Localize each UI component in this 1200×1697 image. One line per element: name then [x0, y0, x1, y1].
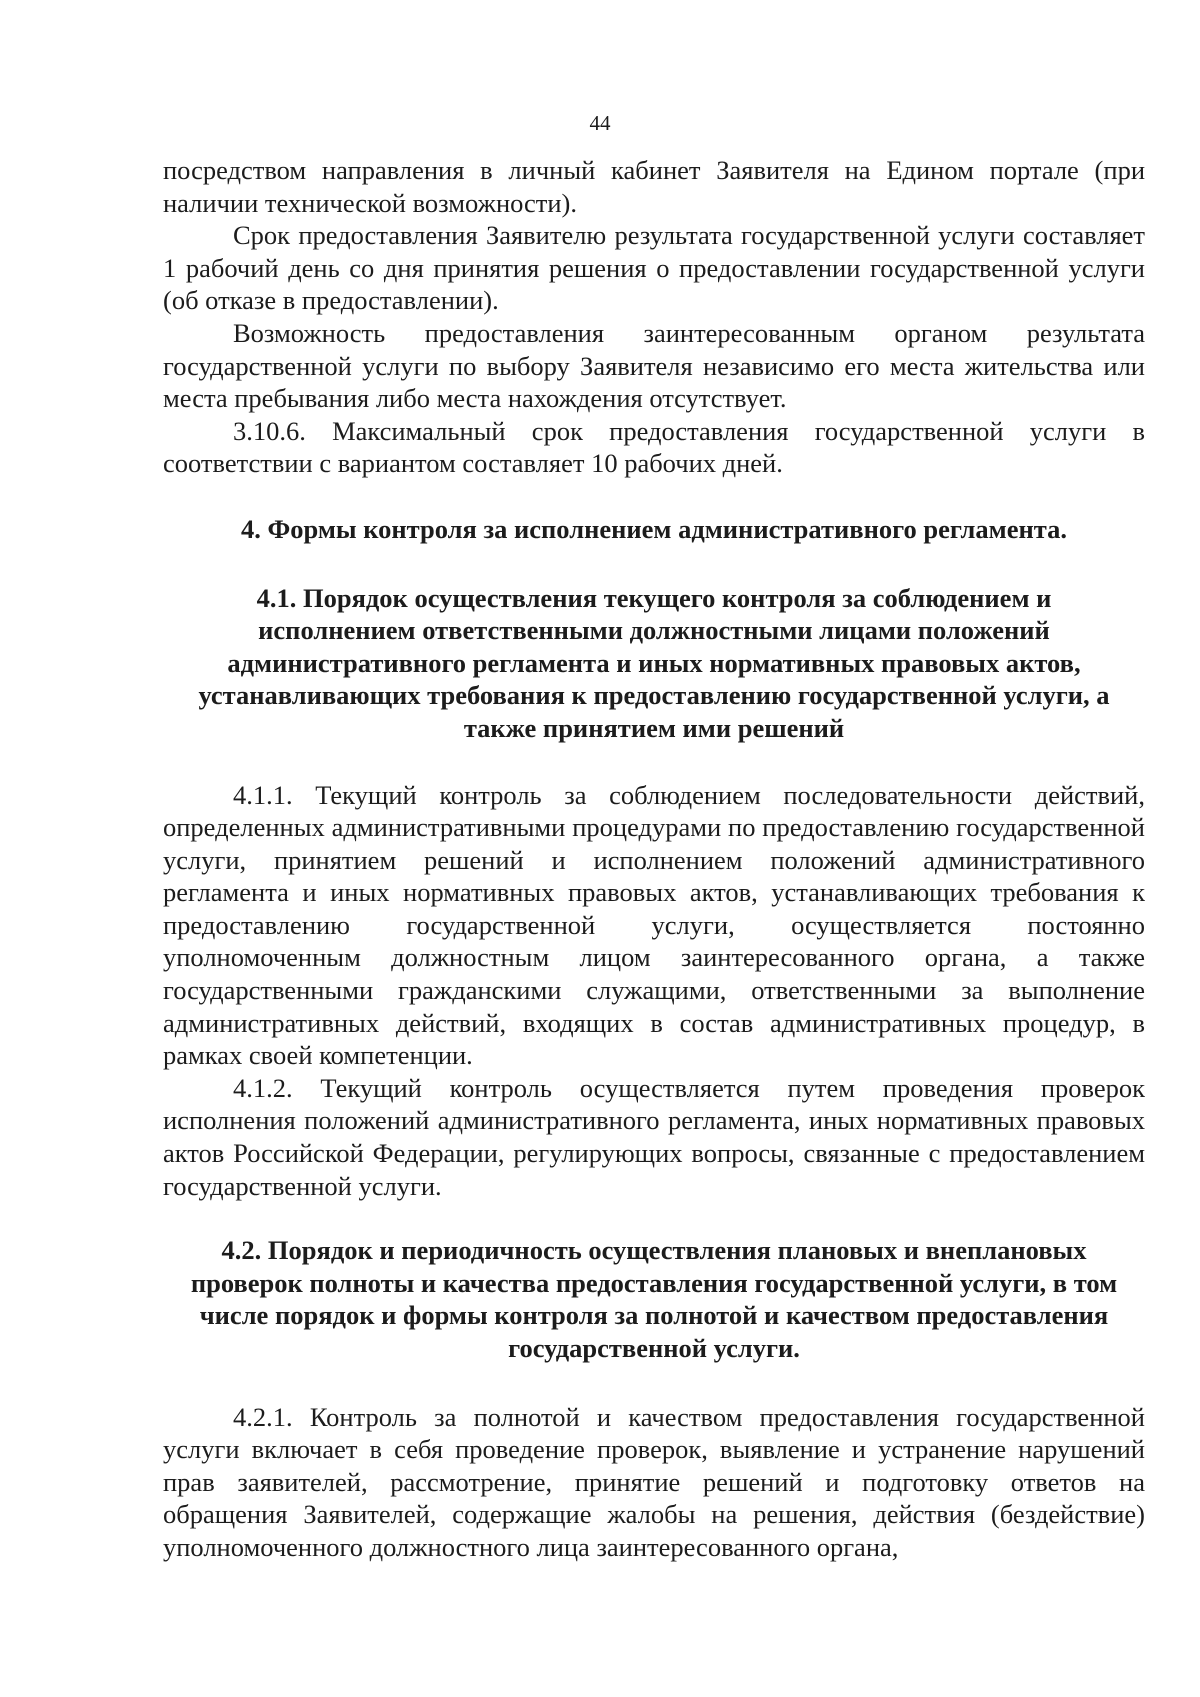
heading-4-1: 4.1. Порядок осуществления текущего контроля за соблюдением и исполнением ответственными должностными лицами положений административного регламента и иных нормативных правовых актов, устанавливающих требования к предоставлению государственной услуги, а также принятием ими решений [198, 582, 1110, 743]
document-body [163, 154, 1145, 1564]
paragraph-3-10-6: 3.10.6. Максимальный срок предоставления государственной услуги в соответствии с вариантом составляет 10 рабочих дней. [163, 415, 1145, 479]
paragraph-4-1-2: 4.1.2. Текущий контроль осуществляется путем проведения проверок исполнения положений административного регламента, иных нормативных правовых актов Российской Федерации, регулирующих вопросы, связанные с предоставлением государственной услуги. [163, 1072, 1145, 1201]
paragraph-continuation: посредством направления в личный кабинет Заявителя на Едином портале (при наличии технической возможности). [163, 155, 1145, 218]
paragraph-result-term: Срок предоставления Заявителю результата государственной услуги составляет 1 рабочий день со дня принятия решения о предоставлении государственной услуги (об отказе в предоставлении). [163, 220, 1145, 316]
paragraph-4-2-1: 4.2.1. Контроль за полнотой и качеством предоставления государственной услуги включает в себя проведение проверок, выявление и устранение нарушений прав заявителей, рассмотрение, принятие решений и подготовку ответов на обращения Заявителей, содержащие жалобы на решения, действия (бездействие) уполномоченного должностного лица заинтересованного органа, [163, 1401, 1145, 1562]
heading-section-4: 4. Формы контроля за исполнением административного регламента. [241, 513, 1067, 544]
paragraph-extraterritorial: Возможность предоставления заинтересованным органом результата государственной услуги по выбору Заявителя независимо его места жительства или места пребывания либо места нахождения отсутствует. [163, 317, 1145, 414]
page-number: 44 [589, 111, 611, 135]
heading-4-2: 4.2. Порядок и периодичность осуществления плановых и внеплановых проверок полноты и качества предоставления государственной услуги, в том числе порядок и формы контроля за полнотой и качеством предоставления государственной услуги. [190, 1235, 1118, 1363]
paragraph-4-1-1: 4.1.1. Текущий контроль за соблюдением последовательности действий, определенных административными процедурами по предоставлению государственной услуги, принятием решений и исполнением положений административного регламента и иных нормативных правовых актов, устанавливающих требования к предоставлению государственной услуги, осуществляется постоянно уполномоченным должностным лицом заинтересованного органа, а также государственными гражданскими служащими, ответственными за выполнение административных действий, входящих в состав административных процедур, в рамках своей компетенции. [163, 779, 1145, 1071]
